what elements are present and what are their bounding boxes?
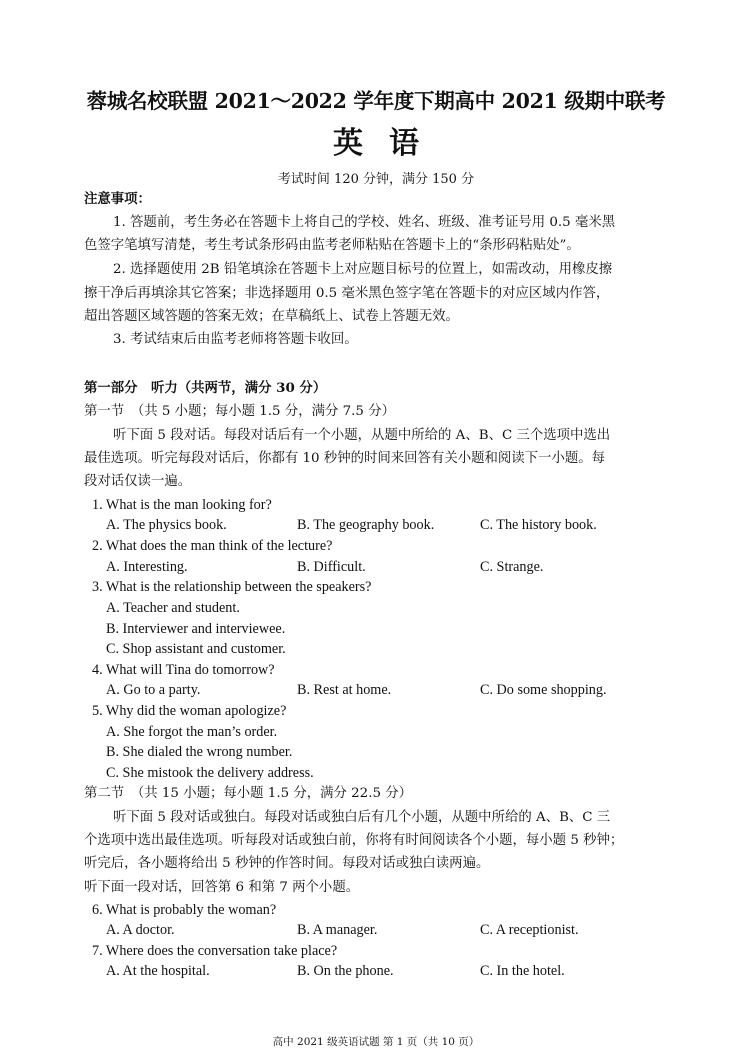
- instruction-line: 段对话仅读一遍。: [84, 474, 192, 489]
- option: C. Strange.: [480, 559, 544, 575]
- exam-time: 考试时间 120 分钟，满分 150 分: [277, 172, 475, 187]
- option: A. Go to a party.: [106, 682, 201, 698]
- instruction-line: 听下面 5 段对话。每段对话后有一个小题，从题中所给的 A、B、C 三个选项中选出: [113, 428, 611, 443]
- option: A. The physics book.: [106, 517, 227, 533]
- question-stem: 2. What does the man think of the lecture?: [92, 538, 333, 554]
- note-line: 色签字笔填写清楚，考生考试条形码由监考老师粘贴在答题卡上的“条形码粘贴处”。: [84, 238, 580, 253]
- option: B. A manager.: [297, 922, 378, 938]
- subject-title: 英语: [333, 126, 445, 161]
- option: C. Do some shopping.: [480, 682, 607, 698]
- part1-heading: 第一部分 听力（共两节，满分 30 分）: [84, 380, 327, 396]
- option: B. Rest at home.: [297, 682, 392, 698]
- instruction-line: 听完后，各小题将给出 5 秒钟的作答时间。每段对话或独白读两遍。: [84, 856, 490, 871]
- option: A. Teacher and student.: [106, 600, 240, 616]
- section1-heading: 第一节 （共 5 小题；每小题 1.5 分，满分 7.5 分）: [84, 404, 395, 419]
- note-line: 超出答题区域答题的答案无效；在草稿纸上、试卷上答题无效。: [84, 309, 459, 324]
- option: A. At the hospital.: [106, 963, 210, 979]
- option: B. She dialed the wrong number.: [106, 744, 293, 760]
- option: A. Interesting.: [106, 559, 188, 575]
- option: C. The history book.: [480, 517, 597, 533]
- question-stem: 6. What is probably the woman?: [92, 902, 277, 918]
- option: B. On the phone.: [297, 963, 394, 979]
- page-footer: 高中 2021 级英语试题 第 1 页（共 10 页）: [272, 1036, 480, 1048]
- option: C. Shop assistant and customer.: [106, 641, 286, 657]
- question-stem: 7. Where does the conversation take place?: [92, 943, 338, 959]
- option: A. A doctor.: [106, 922, 175, 938]
- option: C. A receptionist.: [480, 922, 579, 938]
- option: C. In the hotel.: [480, 963, 565, 979]
- section2-heading: 第二节 （共 15 小题；每小题 1.5 分，满分 22.5 分）: [84, 786, 413, 801]
- option: A. She forgot the man’s order.: [106, 724, 278, 740]
- question-stem: 4. What will Tina do tomorrow?: [92, 662, 275, 678]
- note-line: 2. 选择题使用 2B 铅笔填涂在答题卡上对应题目标号的位置上，如需改动，用橡皮擦: [113, 262, 613, 277]
- question-stem: 3. What is the relationship between the speakers?: [92, 579, 372, 595]
- notes-heading: 注意事项：: [84, 191, 151, 207]
- note-line: 3. 考试结束后由监考老师将答题卡收回。: [113, 332, 358, 347]
- question-stem: 5. Why did the woman apologize?: [92, 703, 287, 719]
- option: B. Interviewer and interviewee.: [106, 621, 286, 637]
- note-line: 擦干净后再填涂其它答案；非选择题用 0.5 毫米黑色签字笔在答题卡的对应区域内作答，: [84, 286, 610, 301]
- instruction-line: 听下面 5 段对话或独白。每段对话或独白后有几个小题，从题中所给的 A、B、C 三: [113, 810, 611, 825]
- instruction-line: 个选项中选出最佳选项。听每段对话或独白前，你将有时间阅读各个小题，每小题 5 秒钟；: [84, 833, 624, 848]
- instruction-line: 最佳选项。听完每段对话后，你都有 10 秒钟的时间来回答有关小题和阅读下一小题。每: [84, 451, 606, 466]
- option: C. She mistook the delivery address.: [106, 765, 314, 781]
- dialogue-note: 听下面一段对话，回答第 6 和第 7 两个小题。: [84, 880, 360, 895]
- option: B. Difficult.: [297, 559, 366, 575]
- question-stem: 1. What is the man looking for?: [92, 497, 272, 513]
- note-line: 1. 答题前，考生务必在答题卡上将自己的学校、姓名、班级、准考证号用 0.5 毫米黑: [113, 215, 616, 230]
- exam-title: 蓉城名校联盟 2021～2022 学年度下期高中 2021 级期中联考: [86, 89, 666, 113]
- option: B. The geography book.: [297, 517, 435, 533]
